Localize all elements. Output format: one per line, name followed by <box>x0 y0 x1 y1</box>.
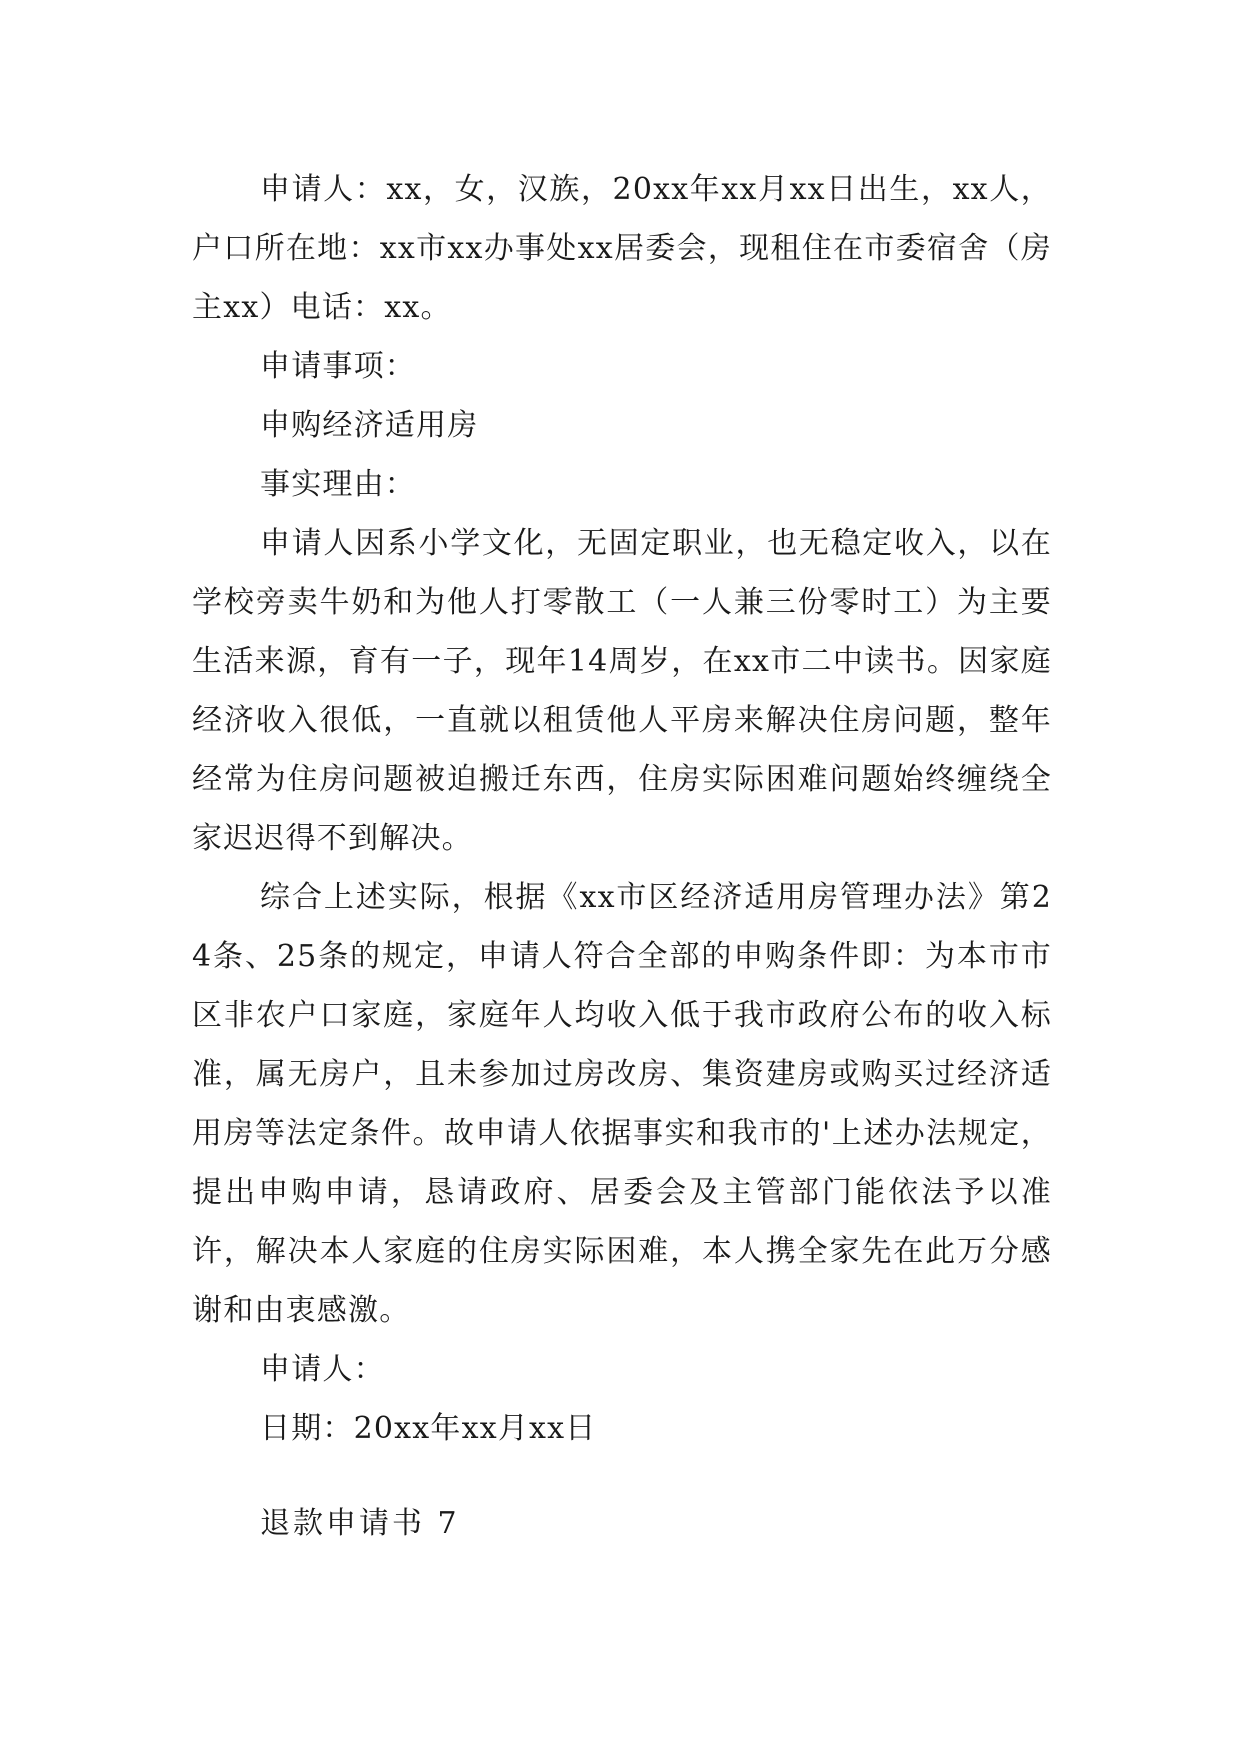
reason-paragraph: 申请人因系小学文化，无固定职业，也无稳定收入，以在学校旁卖牛奶和为他人打零散工（一人兼三份零时工）为主要生活来源，育有一子，现年14周岁，在xx市二中读书。因家庭经济收入很低，一直就以租赁他人平房来解决住房问题，整年经常为住房问题被迫搬迁东西，住房实际困难问题始终缠绕全家迟迟得不到解决。 <box>192 526 1052 856</box>
reason-label: 事实理由： <box>260 467 416 502</box>
summary-paragraph: 综合上述实际，根据《xx市区经济适用房管理办法》第24条、25条的规定，申请人符合全部的申购条件即：为本市市区非农户口家庭，家庭年人均收入低于我市政府公布的收入标准，属无房户，且未参加过房改房、集资建房或购买过经济适用房等法定条件。故申请人依据事实和我市的'上述办法规定，提出申购申请，恳请政府、居委会及主管部门能依法予以准许，解决本人家庭的住房实际困难，本人携全家先在此万分感谢和由衷感激。 <box>192 880 1052 1328</box>
applicant-info-paragraph: 申请人：xx，女，汉族，20xx年xx月xx日出生，xx人，户口所在地：xx市xx办事处xx居委会，现租住在市委宿舍（房主xx）电话：xx。 <box>192 172 1052 325</box>
signature-label: 申请人： <box>260 1352 385 1387</box>
date-line: 日期：20xx年xx月xx日 <box>260 1411 597 1446</box>
matter-value: 申购经济适用房 <box>260 408 479 443</box>
document-body <box>192 160 1052 1458</box>
next-section-heading: 退款申请书 7 <box>260 1506 460 1541</box>
matter-label: 申请事项： <box>260 349 416 384</box>
